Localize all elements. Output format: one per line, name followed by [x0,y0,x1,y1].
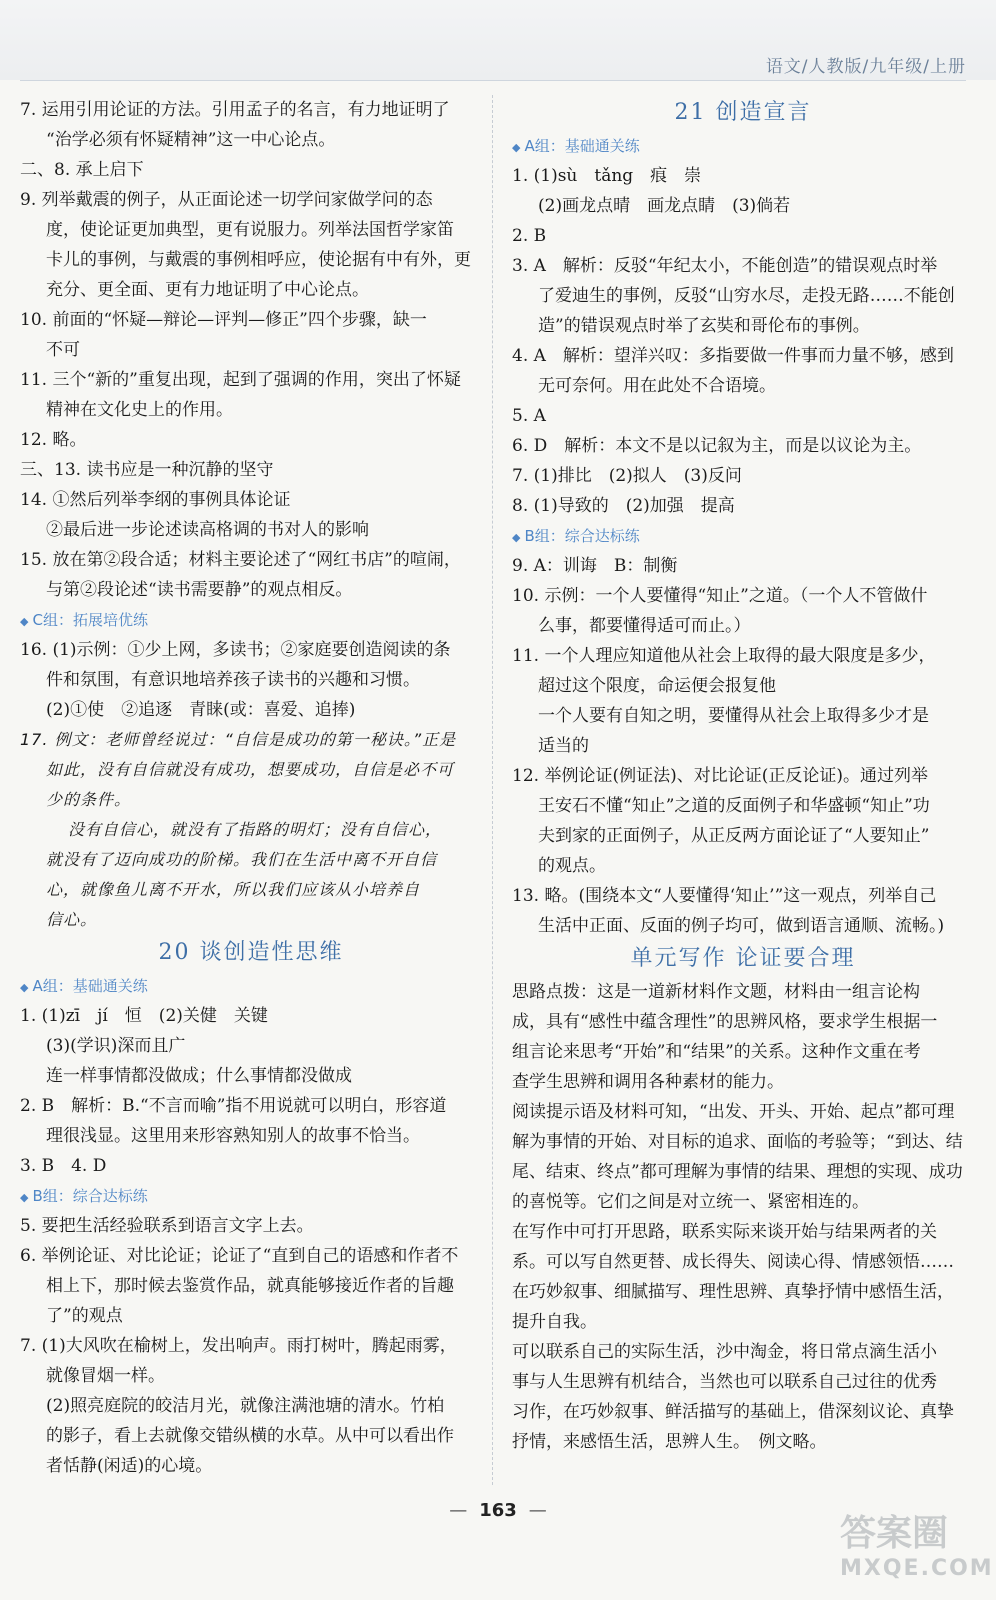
running-header: 语文/人教版/九年级/上册 [765,57,966,77]
group-label-text: B组：综合达标练 [32,1187,148,1205]
answer-line: 2. B [512,226,547,246]
answer-line: 与第②段论述“读书需要静”的观点相反。 [46,580,353,600]
answer-line: 12. 举例论证(例证法)、对比论证(正反论证)。通过列举 [512,766,928,786]
answer-line: 4. A 解析：望洋兴叹：多指要做一件事而力量不够，感到 [512,346,954,366]
answer-line: 17. 例文：老师曾经说过：“自信是成功的第一秘诀。”正是 [20,730,457,749]
page-number-value: 163 [479,1500,517,1521]
group-label [20,605,482,635]
answer-line: 王安石不懂“知止”之道的反面例子和华盛顿“知止”功 [538,796,930,816]
answer-line: 10. 示例：一个人要懂得“知止”之道。（一个人不管做什 [512,586,928,606]
answer-line: 了”的观点 [46,1306,123,1326]
answer-line: (2)照亮庭院的皎洁月光，就像注满池塘的清水。竹柏 [46,1396,445,1416]
section-title: 20 谈创造性思维 [158,940,344,965]
answer-line: 系。可以写自然更替、成长得失、阅读心得、情感领悟…… [512,1252,954,1272]
answer-line: 生活中正面、反面的例子均可，做到语言通顺、流畅。) [538,916,945,936]
answer-line: 9. A：训诲 B：制衡 [512,556,678,576]
answer-line: 尾、结束、终点”都可理解为事情的结果、理想的实现、成功 [512,1162,963,1182]
diamond-icon: ◆ [20,981,29,994]
answer-line: 5. A [512,406,546,426]
dash-left: — [449,1500,468,1521]
column-divider [492,95,493,1485]
group-label-text: B组：综合达标练 [524,527,640,545]
answer-line: 没有自信心，就没有了指路的明灯；没有自信心， [68,820,443,839]
answer-line: 组言论来思考“开始”和“结果”的关系。这种作文重在考 [512,1042,921,1062]
answer-line: 少的条件。 [46,790,132,809]
answer-line: 的影子，看上去就像交错纵横的水草。从中可以看出作 [46,1426,454,1446]
answer-line: 适当的 [538,736,589,756]
answer-line: 习作，在巧妙叙事、鲜活描写的基础上，借深刻议论、真挚 [512,1402,954,1422]
answer-line: 的观点。 [538,856,606,876]
answer-line: 无可奈何。用在此处不合语境。 [538,376,776,396]
answer-line: 事与人生思辨有机结合，当然也可以联系自己过往的优秀 [512,1372,937,1392]
answer-line: 1. (1)zī jí 恒 (2)关健 关键 [20,1006,268,1026]
watermark-logo [840,1505,994,1585]
left-column [20,95,482,1481]
answer-line: 不可 [46,340,80,360]
answer-line: ②最后进一步论述读高格调的书对人的影响 [46,520,369,540]
right-column [512,95,974,1457]
answer-line: 查学生思辨和调用各种素材的能力。 [512,1072,784,1092]
answer-line: 7. (1)排比 (2)拟人 (3)反问 [512,466,742,486]
group-label [512,131,974,161]
answer-line: 的喜悦等。它们之间是对立统一、紧密相连的。 [512,1192,869,1212]
answer-line: 一个人要有自知之明，要懂得从社会上取得多少才是 [538,706,929,726]
answer-line: 11. 三个“新的”重复出现，起到了强调的作用，突出了怀疑 [20,370,461,390]
answer-line: 阅读提示语及材料可知，“出发、开头、开始、起点”都可理 [512,1102,955,1122]
answer-line: “治学必须有怀疑精神”这一中心论点。 [46,130,336,150]
answer-line: 9. 列举戴震的例子，从正面论述一切学问家做学问的态 [20,190,433,210]
answer-line: 7. 运用引用论证的方法。引用孟子的名言，有力地证明了 [20,100,450,120]
answer-line: 提升自我。 [512,1312,597,1332]
answer-line: 8. (1)导致的 (2)加强 提高 [512,496,735,516]
answer-line: 6. 举例论证、对比论证；论证了“直到自己的语感和作者不 [20,1246,459,1266]
answer-line: 件和氛围，有意识地培养孩子读书的兴趣和习惯。 [46,670,420,690]
group-label [20,1181,482,1211]
diamond-icon: ◆ [20,615,29,628]
answer-line: 16. (1)示例：①少上网，多读书；②家庭要创造阅读的条 [20,640,451,660]
header-rule [20,80,966,81]
answer-line: 在写作中可打开思路，联系实际来谈开始与结果两者的关 [512,1222,937,1242]
answer-line: 成，具有“感性中蕴含理性”的思辨风格，要求学生根据一 [512,1012,938,1032]
answer-line: 3. A 解析：反驳“年纪太小，不能创造”的错误观点时举 [512,256,938,276]
answer-line: 了爱迪生的事例，反驳“山穷水尽，走投无路……不能创 [538,286,955,306]
answer-line: 度，使论证更加典型，更有说服力。列举法国哲学家笛 [46,220,454,240]
answer-line: 二、8. 承上启下 [20,160,144,180]
answer-line: 充分、更全面、更有力地证明了中心论点。 [46,280,369,300]
answer-line: 超过这个限度，命运便会报复他 [538,676,776,696]
answer-line: 14. ①然后列举李纲的事例具体论证 [20,490,291,510]
answer-line: 就没有了迈向成功的阶梯。我们在生活中离不开自信 [46,850,438,869]
group-label-text: A组：基础通关练 [524,137,640,155]
answer-line: 么事，都要懂得适可而止。） [538,616,751,636]
answer-line: 7. (1)大风吹在榆树上，发出响声。雨打树叶，腾起雨雾， [20,1336,457,1356]
answer-line: 如此，没有自信就没有成功，想要成功，自信是必不可 [46,760,455,779]
answer-line: 精神在文化史上的作用。 [46,400,233,420]
answer-line: 12. 略。 [20,430,87,450]
answer-line: (2)画龙点晴 画龙点睛 (3)倘若 [538,196,791,216]
dash-right: — [528,1500,547,1521]
answer-line: 1. (1)sù tǎng 痕 崇 [512,166,702,186]
answer-line: 6. D 解析：本文不是以记叙为主，而是以议论为主。 [512,436,922,456]
answer-line: 三、13. 读书应是一种沉静的坚守 [20,460,274,480]
answer-line: 信心。 [46,910,98,929]
diamond-icon: ◆ [512,141,521,154]
diamond-icon: ◆ [512,531,521,544]
answer-line: 思路点拨：这是一道新材料作文题，材料由一组言论构 [512,982,920,1002]
watermark-line1: 答案圈 [840,1513,949,1554]
group-label [512,521,974,551]
answer-line: 就像冒烟一样。 [46,1366,165,1386]
answer-line: 相上下，那时候去鉴赏作品，就真能够接近作者的旨趣 [46,1276,454,1296]
section-title: 单元写作 论证要合理 [630,946,856,971]
diamond-icon: ◆ [20,1191,29,1204]
answer-line: 解为事情的开始、对目标的追求、面临的考验等；“到达、结 [512,1132,963,1152]
answer-line: 2. B 解析：B.“不言而喻”指不用说就可以明白，形容道 [20,1096,447,1116]
answer-line: 3. B 4. D [20,1156,107,1176]
answer-line: 15. 放在第②段合适；材料主要论述了“网红书店”的喧闹， [20,550,461,570]
group-label-text: A组：基础通关练 [32,977,148,995]
answer-line: 夫到家的正面例子，从正反两方面论证了“人要知止” [538,826,930,846]
answer-line: 13. 略。(围绕本文“人要懂得‘知止’”这一观点，列举自己 [512,886,937,906]
answer-line: (3)(学识)深而且广 [46,1036,186,1056]
answer-line: (2)①使 ②追逐 青睐(或：喜爱、追捧) [46,700,356,720]
answer-line: 造”的错误观点时举了玄奘和哥伦布的事例。 [538,316,870,336]
answer-line: 10. 前面的“怀疑—辩论—评判—修正”四个步骤，缺一 [20,310,427,330]
group-label-text: C组：拓展培优练 [32,611,148,629]
answer-line: 连一样事情都没做成；什么事情都没做成 [46,1066,352,1086]
answer-line: 抒情，来感悟生活，思辨人生。 例文略。 [512,1432,827,1452]
watermark-line2: MXQE.COM [840,1556,994,1581]
section-title: 21 创造宣言 [674,100,812,125]
answer-line: 理很浅显。这里用来形容熟知别人的故事不恰当。 [46,1126,420,1146]
answer-line: 卡儿的事例，与戴震的事例相呼应，使论据有中有外，更 [46,250,471,270]
group-label [20,971,482,1001]
answer-line: 可以联系自己的实际生活，沙中淘金，将日常点滴生活小 [512,1342,937,1362]
answer-line: 在巧妙叙事、细腻描写、理性思辨、真挚抒情中感悟生活， [512,1282,954,1302]
answer-line: 者恬静(闲适)的心境。 [46,1456,213,1476]
answer-line: 11. 一个人理应知道他从社会上取得的最大限度是多少， [512,646,936,666]
answer-line: 5. 要把生活经验联系到语言文字上去。 [20,1216,314,1236]
answer-line: 心，就像鱼儿离不开水，所以我们应该从小培养自 [46,880,421,899]
